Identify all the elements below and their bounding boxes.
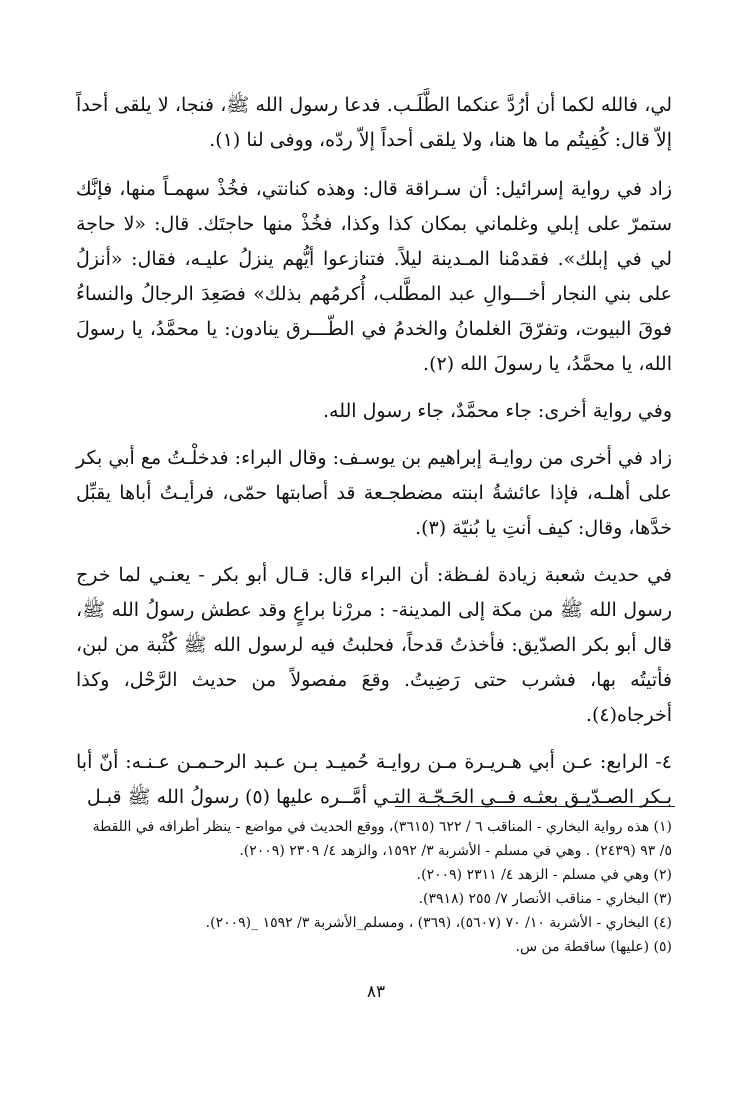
footnote-5: (٥) (عليها) ساقطة من س.	[515, 939, 672, 955]
paragraph-6: ٤- الرابع: عـن أبي هـريـرة مـن روايـة حُميـد بـن عـبد الرحـمـن عـنـه: أنّ أبا بـكر الصـدّيـق بعثـه فــي الحَـجّـة التـي أمَّــره عليها (٥) رسولُ الله ﷺ قبـل	[76, 751, 672, 808]
paragraph-3: وفي رواية أخرى: جاء محمَّدٌ، جاء رسول الله.	[322, 400, 672, 422]
footnotes	[78, 815, 672, 959]
paragraph-5: في حديث شعبة زيادة لفـظة: أن البراء قال: قـال أبو بكر - يعنـي لما خرج رسول الله ﷺ من مكة إلى المدينة- : مررْنا براعٍ وقد عطش رسولُ الله ﷺ، قال أبو بكر الصدّيق: فأخذتُ قدحاً، فحلبتُ فيه لرسول الله ﷺ كُثْبة من لبن، فأتيتُه بها، فشرب حتى رَضِيتُ. وقعَ مفصولاً من حديث الرَّحْل، وكذا أخرجاه(٤).	[76, 564, 672, 726]
footnote-4: (٤) البخاري - الأشربة ١٠/ ٧٠ (٥٦٠٧)، (٣٦٩) ، ومسلم_الأشربة ٣/ ١٥٩٢ _(٢٠٠٩).	[205, 915, 672, 931]
footnote-2: (٢) وهي في مسلم - الزهد ٤/ ٢٣١١ (٢٠٠٩).	[416, 867, 672, 883]
paragraph-1: لي، فالله لكما أن أرُدَّ عنكما الطَّلَـب. فدعا رسول الله ﷺ، فنجا، لا يلقى أحداً إلاّ قال: كُفِيتُم ما ها هنا، ولا يلقى أحداً إلاّ ردّه، ووفى لنا (١).	[76, 94, 672, 151]
footnote-divider	[395, 806, 675, 807]
page-number: ٨٣	[366, 982, 386, 1002]
footnote-3: (٣) البخاري - مناقب الأنصار ٧/ ٢٥٥ (٣٩١٨).	[418, 891, 672, 907]
paragraph-4: زاد في أخرى من روايـة إبراهيم بن يوسـف: وقال البراء: فدخلْـتُ مع أبي بكر على أهلـه، فإذا عائشةُ ابنته مضطجـعة قد أصابتها حمّى، فرأيـتُ أباها يقبِّل خدَّها، وقال: كيف أنتِ يا بُنيّة (٣).	[76, 447, 672, 539]
paragraph-2: زاد في رواية إسرائيل: أن سـراقة قال: وهذه كنانتي، فخُذْ سهمـاً منها، فإنَّك ستمرّ على إبلي وغلماني بمكان كذا وكذا، فخُذْ منها حاجتَك. قال: «لا حاجة لي في إبلك». فقدمْنا المـدينة ليلاً. فتنازعوا أيُّهم ينزلُ عليـه، فقال: «أنزلُ على بني النجار أخـــوالِ عبد المطَّلب، أُكرمُهم بذلك» فصَعِدَ الرجالُ والنساءُ فوقَ البيوت، وتفرّقَ الغلمانُ والخدمُ في الطّـــرق ينادون: يا محمَّدُ، يا رسولَ الله، يا محمَّدُ، يا رسولَ الله (٢).	[76, 178, 672, 375]
main-text	[76, 88, 672, 827]
footnote-1: (١) هذه رواية البخاري - المناقب ٦ / ٦٢٢ (٣٦١٥)، ووقع الحديث في مواضع - ينظر أطرافه في اللقطة ٥/ ٩٣ (٢٤٣٩) . وهي في مسلم - الأشربة ٣/ ١٥٩٢، والزهد ٤/ ٢٣٠٩ (٢٠٠٩).	[92, 819, 672, 859]
